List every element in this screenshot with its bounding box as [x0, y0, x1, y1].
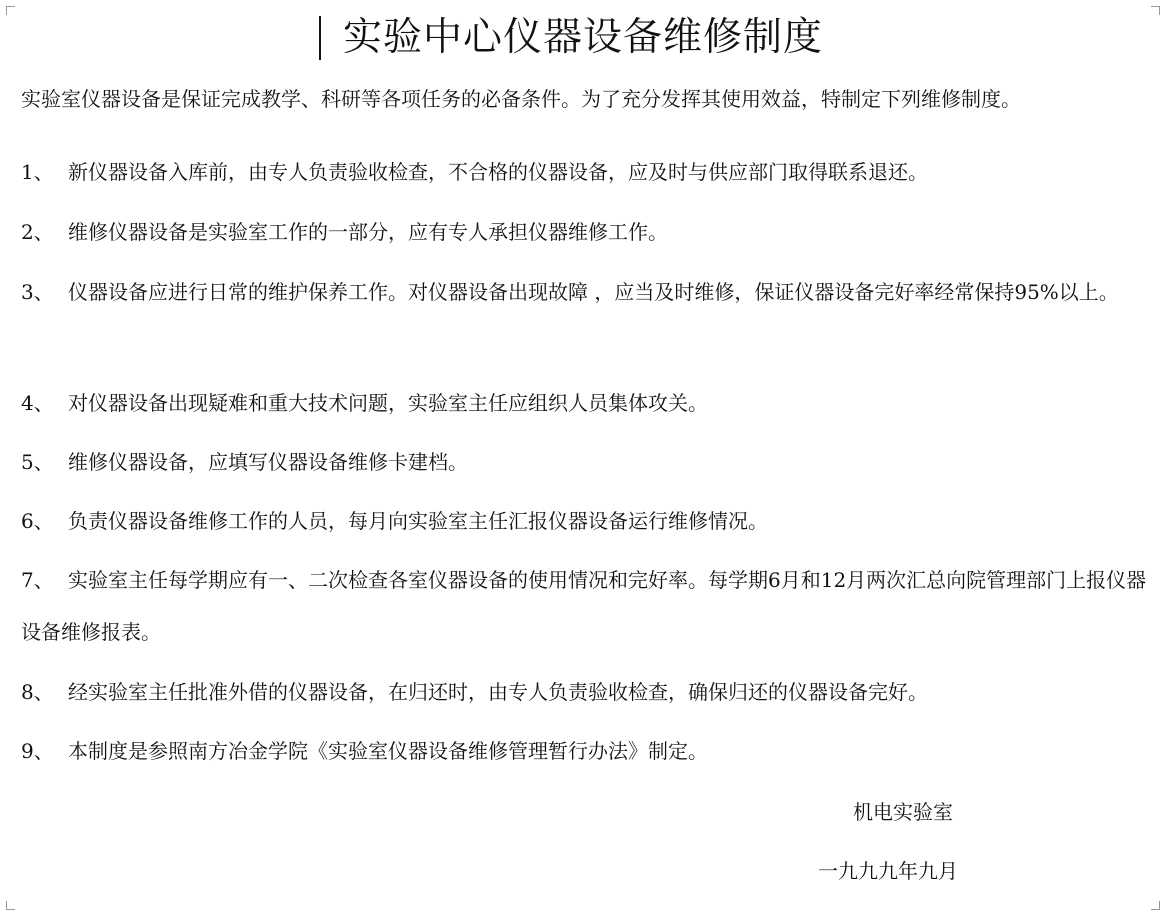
list-item-number: 2、	[21, 220, 54, 244]
list-item-9	[21, 725, 1151, 777]
document-title: 实验中心仪器设备维修制度	[342, 15, 823, 60]
signature-organization: 机电实验室	[853, 800, 953, 824]
list-item-number: 6、	[21, 509, 54, 533]
list-item-7	[21, 554, 1151, 658]
list-item-text: 本制度是参照南方冶金学院《实验室仪器设备维修管理暂行办法》制定。	[68, 739, 708, 763]
crop-mark-bottom-right	[1151, 901, 1160, 910]
list-item-text: 实验室主任每学期应有一、二次检查各室仪器设备的使用情况和完好率。每学期6月和12月两次汇总向院管理部门上报仪器设备维修报表。	[21, 568, 1147, 644]
list-item-number: 5、	[21, 450, 54, 474]
crop-mark-bottom-left	[6, 901, 15, 910]
list-item-6	[21, 495, 1151, 547]
list-item-4	[21, 377, 1151, 429]
list-item-8	[21, 666, 1151, 718]
list-item-text: 新仪器设备入库前，由专人负责验收检查，不合格的仪器设备，应及时与供应部门取得联系退还。	[68, 160, 928, 184]
list-item-text: 维修仪器设备是实验室工作的一部分，应有专人承担仪器维修工作。	[68, 220, 668, 244]
list-item-2	[21, 206, 1151, 258]
list-item-number: 7、	[21, 568, 54, 592]
list-item-text: 负责仪器设备维修工作的人员，每月向实验室主任汇报仪器设备运行维修情况。	[68, 509, 768, 533]
list-item-text: 仪器设备应进行日常的维护保养工作。对仪器设备出现故障 ，应当及时维修，保证仪器设备完好率经常保持95%以上。	[68, 280, 1119, 304]
list-item-number: 8、	[21, 680, 54, 704]
list-item-text: 维修仪器设备，应填写仪器设备维修卡建档。	[68, 450, 468, 474]
list-item-number: 4、	[21, 391, 54, 415]
list-item-5	[21, 436, 1151, 488]
intro-paragraph: 实验室仪器设备是保证完成教学、科研等各项任务的必备条件。为了充分发挥其使用效益，特制定下列维修制度。	[21, 87, 1021, 111]
list-item-number: 1、	[21, 160, 54, 184]
list-item-text: 对仪器设备出现疑难和重大技术问题，实验室主任应组织人员集体攻关。	[68, 391, 708, 415]
list-item-3	[21, 266, 1151, 318]
list-item-number: 9、	[21, 739, 54, 763]
list-item-number: 3、	[21, 280, 54, 304]
signature-date: 一九九九年九月	[818, 859, 958, 883]
list-item-text: 经实验室主任批准外借的仪器设备，在归还时，由专人负责验收检查，确保归还的仪器设备完好。	[68, 680, 928, 704]
list-item-1	[21, 146, 1151, 198]
